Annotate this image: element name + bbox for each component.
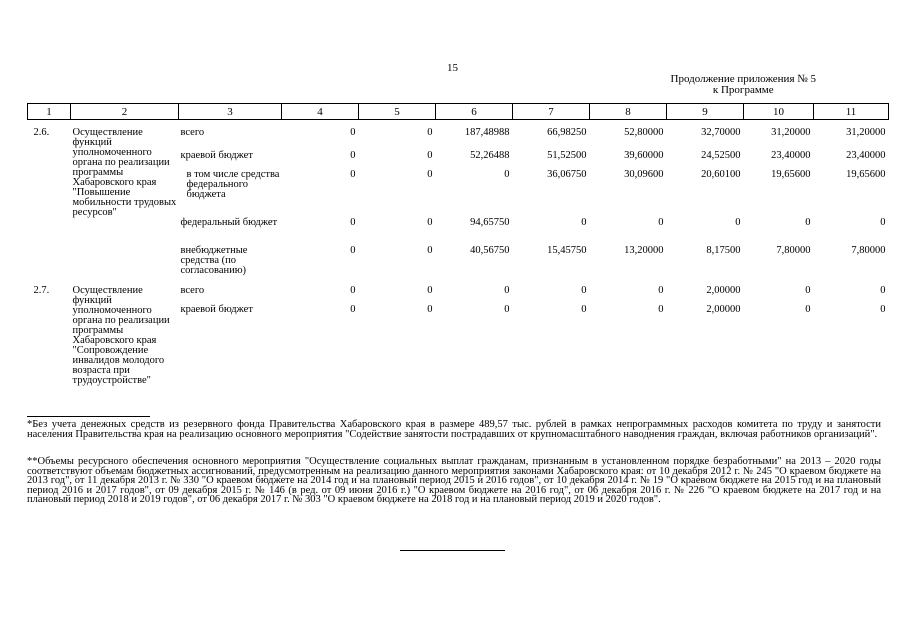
continuation-line-2: к Программе xyxy=(712,84,774,96)
value-cell: 0 xyxy=(805,304,811,316)
value-cell: 23,40000 xyxy=(846,149,886,161)
row-number xyxy=(28,151,71,164)
continuation-header xyxy=(671,74,816,96)
value-cell: 0 xyxy=(350,244,356,256)
value-cell: 0 xyxy=(658,216,664,228)
value-cell: 30,09600 xyxy=(624,168,664,180)
value-cell: 94,65750 xyxy=(470,216,510,228)
column-number-row xyxy=(28,104,889,120)
value-cell: 0 xyxy=(427,126,433,138)
row-number xyxy=(28,305,71,320)
col-header: 11 xyxy=(814,104,889,120)
col-header: 1 xyxy=(28,104,71,120)
value-cell: 0 xyxy=(427,284,433,296)
value-cell: 0 xyxy=(880,284,886,296)
row-number xyxy=(28,218,71,246)
value-cell: 0 xyxy=(581,216,587,228)
value-cell: 20,60100 xyxy=(701,168,741,180)
col-header: 5 xyxy=(359,104,436,120)
col-header: 4 xyxy=(282,104,359,120)
value-cell: 0 xyxy=(805,216,811,228)
value-cell: 8,17500 xyxy=(706,244,741,256)
value-cell: 0 xyxy=(350,149,356,161)
table-row xyxy=(28,128,889,141)
value-cell: 0 xyxy=(427,244,433,256)
value-cell: 51,52500 xyxy=(547,149,587,161)
col-header: 9 xyxy=(667,104,744,120)
value-cell: 19,65600 xyxy=(846,168,886,180)
value-cell: 0 xyxy=(427,216,433,228)
value-cell: 32,70000 xyxy=(701,126,741,138)
funding-source: федеральный бюджет xyxy=(180,216,278,228)
value-cell: 0 xyxy=(427,168,433,180)
measure-name: Осуществление функций уполномоченного органа по реализации программы Хабаровского края "Сопровождение инвалидов молодого возраста при трудоустройстве" xyxy=(72,284,170,386)
value-cell: 0 xyxy=(805,284,811,296)
funding-source: внебюджетные средства (по согласованию) xyxy=(180,244,248,276)
table-row xyxy=(28,246,889,286)
col-header: 10 xyxy=(744,104,814,120)
value-cell: 19,65600 xyxy=(771,168,811,180)
funding-source: краевой бюджет xyxy=(180,149,253,161)
value-cell: 0 xyxy=(350,216,356,228)
value-cell: 2,00000 xyxy=(706,304,741,316)
table-row xyxy=(28,218,889,246)
value-cell: 66,98250 xyxy=(547,126,587,138)
value-cell: 2,00000 xyxy=(706,284,741,296)
end-rule xyxy=(400,550,505,551)
value-cell: 0 xyxy=(504,168,510,180)
measure-name: Осуществление функций уполномоченного органа по реализации программы Хабаровского края "Повышение мобильности трудовых ресурсов" xyxy=(72,126,177,218)
resource-table xyxy=(27,103,889,386)
funding-source: в том числе средства федерального бюджета xyxy=(186,168,280,200)
value-cell: 0 xyxy=(581,304,587,316)
value-cell: 0 xyxy=(658,304,664,316)
value-cell: 52,26488 xyxy=(470,149,510,161)
value-cell: 0 xyxy=(581,284,587,296)
row-number: 2.6. xyxy=(33,126,50,138)
funding-source: всего xyxy=(180,284,205,296)
row-number: 2.7. xyxy=(33,284,50,296)
value-cell: 0 xyxy=(350,126,356,138)
value-cell: 52,80000 xyxy=(624,126,664,138)
row-number xyxy=(28,246,71,286)
value-cell: 0 xyxy=(504,284,510,296)
footnote-2: **Объемы ресурсного обеспечения основного мероприятия "Осуществление социальных выплат гражданам, признанным в установленном порядке безработными" на 2013 – 2020 годы соответствуют объемам бюджетных ассигнований, предусмотренным на реализацию данного мероприятия законами Хабаровского края: от 10 декабря 2012 г. № 245 "О краевом бюджете на 2013 год", от 11 декабря 2013 г. № 330 "О краевом бюджете на 2014 год и на плановый период 2015 и 2016 годов", от 10 декабря 2014 г. № 19 "О краевом бюджете на 2015 год и на плановый период 2016 и 2017 годов", от 09 декабря 2015 г. № 146 (в ред. от 09 июня 2016 г.) "О краевом бюджете на 2016 год", от 06 декабря 2016 г. № 226 "О краевом бюджете на 2017 год и на плановый период 2018 и 2019 годов", от 06 декабря 2017 г. № 303 "О краевом бюджете на 2018 год и на плановый период 2019 и 2020 годов". xyxy=(27,456,881,505)
col-header: 6 xyxy=(436,104,513,120)
funding-source: краевой бюджет xyxy=(180,304,253,316)
value-cell: 36,06750 xyxy=(547,168,587,180)
value-cell: 0 xyxy=(350,304,356,316)
footnote-1: *Без учета денежных средств из резервного фонда Правительства Хабаровского края в размере 489,57 тыс. рублей в рамках непрограммных расходов комитета по труду и занятости населения Правительства края на реализацию основного мероприятия "Содействие занятости пострадавших от крупномасштабного наводнения граждан, включая работников организаций". xyxy=(27,419,881,440)
row-number xyxy=(28,170,71,218)
value-cell: 39,60000 xyxy=(624,149,664,161)
value-cell: 0 xyxy=(735,216,741,228)
value-cell: 7,80000 xyxy=(851,244,886,256)
footnote-separator xyxy=(27,416,150,417)
page-number: 15 xyxy=(447,62,458,74)
col-header: 7 xyxy=(513,104,590,120)
col-header: 2 xyxy=(71,104,179,120)
value-cell: 40,56750 xyxy=(470,244,510,256)
value-cell: 187,48988 xyxy=(464,126,510,138)
value-cell: 23,40000 xyxy=(771,149,811,161)
value-cell: 15,45750 xyxy=(547,244,587,256)
continuation-line-1: Продолжение приложения № 5 xyxy=(670,73,816,85)
value-cell: 24,52500 xyxy=(701,149,741,161)
value-cell: 31,20000 xyxy=(846,126,886,138)
funding-source: всего xyxy=(180,126,205,138)
value-cell: 0 xyxy=(350,284,356,296)
value-cell: 0 xyxy=(880,304,886,316)
value-cell: 0 xyxy=(350,168,356,180)
value-cell: 0 xyxy=(427,149,433,161)
value-cell: 0 xyxy=(880,216,886,228)
table-row xyxy=(28,286,889,306)
col-header: 8 xyxy=(590,104,667,120)
value-cell: 0 xyxy=(504,304,510,316)
col-header: 3 xyxy=(179,104,282,120)
value-cell: 13,20000 xyxy=(624,244,664,256)
value-cell: 0 xyxy=(427,304,433,316)
value-cell: 7,80000 xyxy=(776,244,811,256)
value-cell: 0 xyxy=(658,284,664,296)
value-cell: 31,20000 xyxy=(771,126,811,138)
